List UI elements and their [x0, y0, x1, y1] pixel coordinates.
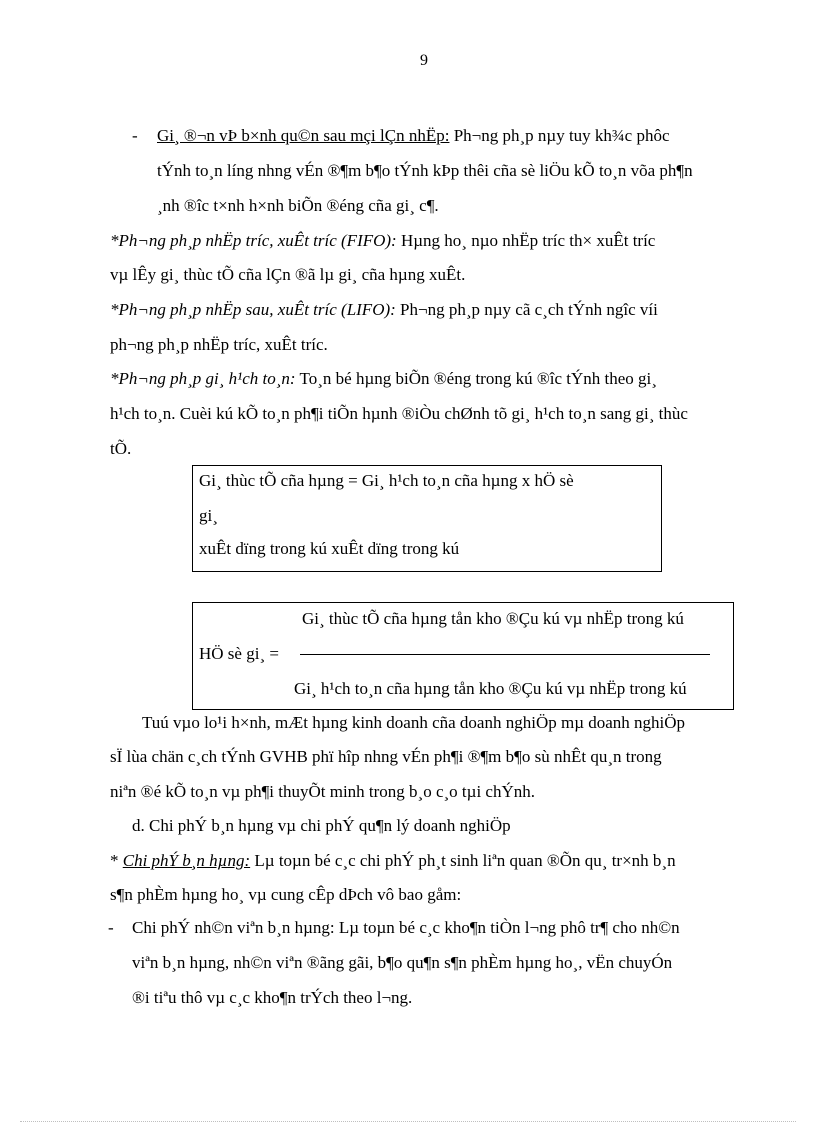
paragraph-6-line-1-text: Lµ toµn bé c¸c chi phÝ ph¸t sinh liªn quan ®Õn qu¸ tr×nh b¸n [250, 851, 676, 870]
formula-1-line-3: xuÊt dïng trong kú xuÊt dïng trong kú [199, 539, 460, 558]
accounting-price-label: *Ph¬ng ph¸p gi¸ h¹ch to¸n: [110, 369, 296, 388]
bullet-mark: - [132, 126, 138, 145]
bullet-mark-2: - [108, 918, 114, 937]
paragraph-1-line-1-text: Ph¬ng ph¸p nµy tuy kh¾c phôc [449, 126, 670, 145]
paragraph-4-line-1-text: To¸n bé hµng biÕn ®éng trong kú ®îc tÝnh theo gi¸ [295, 369, 657, 388]
paragraph-1-line-3: ¸nh ®îc t×nh h×nh biÕn ®éng cña gi¸ c¶. [157, 196, 439, 215]
paragraph-4-line-2: h¹ch to¸n. Cuèi kú kÕ to¸n ph¶i tiÕn hµnh ®iÒu chØnh tõ gi¸ h¹ch to¸n sang gi¸ thùc [110, 404, 688, 423]
section-d-heading: d. Chi phÝ b¸n hµng vµ chi phÝ qu¶n lý doanh nghiÖp [132, 816, 511, 835]
formula-2-denominator: Gi¸ h¹ch to¸n cña hµng tån kho ®Çu kú vµ nhËp trong kú [294, 679, 687, 698]
paragraph-5-line-1: Tuú vµo lo¹i h×nh, mÆt hµng kinh doanh cña doanh nghiÖp mµ doanh nghiÖp [142, 713, 686, 732]
lifo-label: *Ph¬ng ph¸p nhËp sau, xuÊt tríc (LIFO): [110, 300, 396, 319]
paragraph-5-line-2: sÏ lùa chän c¸ch tÝnh GVHB phï hîp nhng vÉn ph¶i ®¶m b¶o sù nhÊt qu¸n trong [110, 747, 662, 766]
paragraph-2-line-1-text: Hµng ho¸ nµo nhËp tríc th× xuÊt tríc [396, 231, 656, 250]
paragraph-3-line-1-text: Ph¬ng ph¸p nµy cã c¸ch tÝnh ngîc víi [395, 300, 658, 319]
paragraph-7-line-1: Chi phÝ nh©n viªn b¸n hµng: Lµ toµn bé c¸c kho¶n tiÒn l¬ng phô tr¶ cho nh©n [132, 918, 680, 937]
formula-2-lhs: HÖ sè gi¸ = [199, 644, 279, 663]
paragraph-7-line-3: ®i tiªu thô vµ c¸c kho¶n trÝch theo l¬ng. [132, 988, 413, 1007]
selling-expense-label: Chi phÝ b¸n hµng: [122, 851, 251, 870]
page-number: 9 [420, 52, 428, 69]
paragraph-1-line-1 [157, 126, 670, 146]
paragraph-1-heading: Gi¸ ®¬n vÞ b×nh qu©n sau mçi lÇn nhËp: [157, 126, 450, 145]
page-bottom-border [20, 1121, 796, 1122]
paragraph-1-line-2: tÝnh to¸n líng nhng vÉn ®¶m b¶o tÝnh kÞp thêi cña sè liÖu kÕ to¸n võa ph¶n [157, 161, 693, 180]
paragraph-2-line-1 [110, 231, 655, 251]
paragraph-3-line-2: ph¬ng ph¸p nhËp tríc, xuÊt tríc. [110, 335, 328, 354]
fraction-bar [300, 654, 710, 655]
paragraph-3-line-1 [110, 300, 658, 320]
paragraph-6-line-1 [110, 851, 676, 871]
formula-1-line-2: gi¸ [199, 506, 218, 525]
paragraph-4-line-3: tÕ. [110, 439, 132, 458]
asterisk-prefix: * [110, 851, 123, 870]
paragraph-6-line-2: s¶n phÈm hµng ho¸ vµ cung cÊp dÞch vô bao gåm: [110, 885, 462, 904]
formula-1-line-1: Gi¸ thùc tÕ cña hµng = Gi¸ h¹ch to¸n cña hµng x hÖ sè [199, 471, 574, 490]
formula-2-numerator: Gi¸ thùc tÕ cña hµng tån kho ®Çu kú vµ nhËp trong kú [302, 609, 684, 628]
paragraph-5-line-3: niªn ®é kÕ to¸n vµ ph¶i thuyÕt minh trong b¸o c¸o tµi chÝnh. [110, 782, 535, 801]
fifo-label: *Ph¬ng ph¸p nhËp tríc, xuÊt tríc (FIFO): [110, 231, 397, 250]
paragraph-2-line-2: vµ lÊy gi¸ thùc tÕ cña lÇn ®ã lµ gi¸ cña hµng xuÊt. [110, 265, 466, 284]
paragraph-7-line-2: viªn b¸n hµng, nh©n viªn ®ãng gãi, b¶o qu¶n s¶n phÈm hµng ho¸, vËn chuyÓn [132, 953, 673, 972]
paragraph-4-line-1 [110, 369, 657, 389]
